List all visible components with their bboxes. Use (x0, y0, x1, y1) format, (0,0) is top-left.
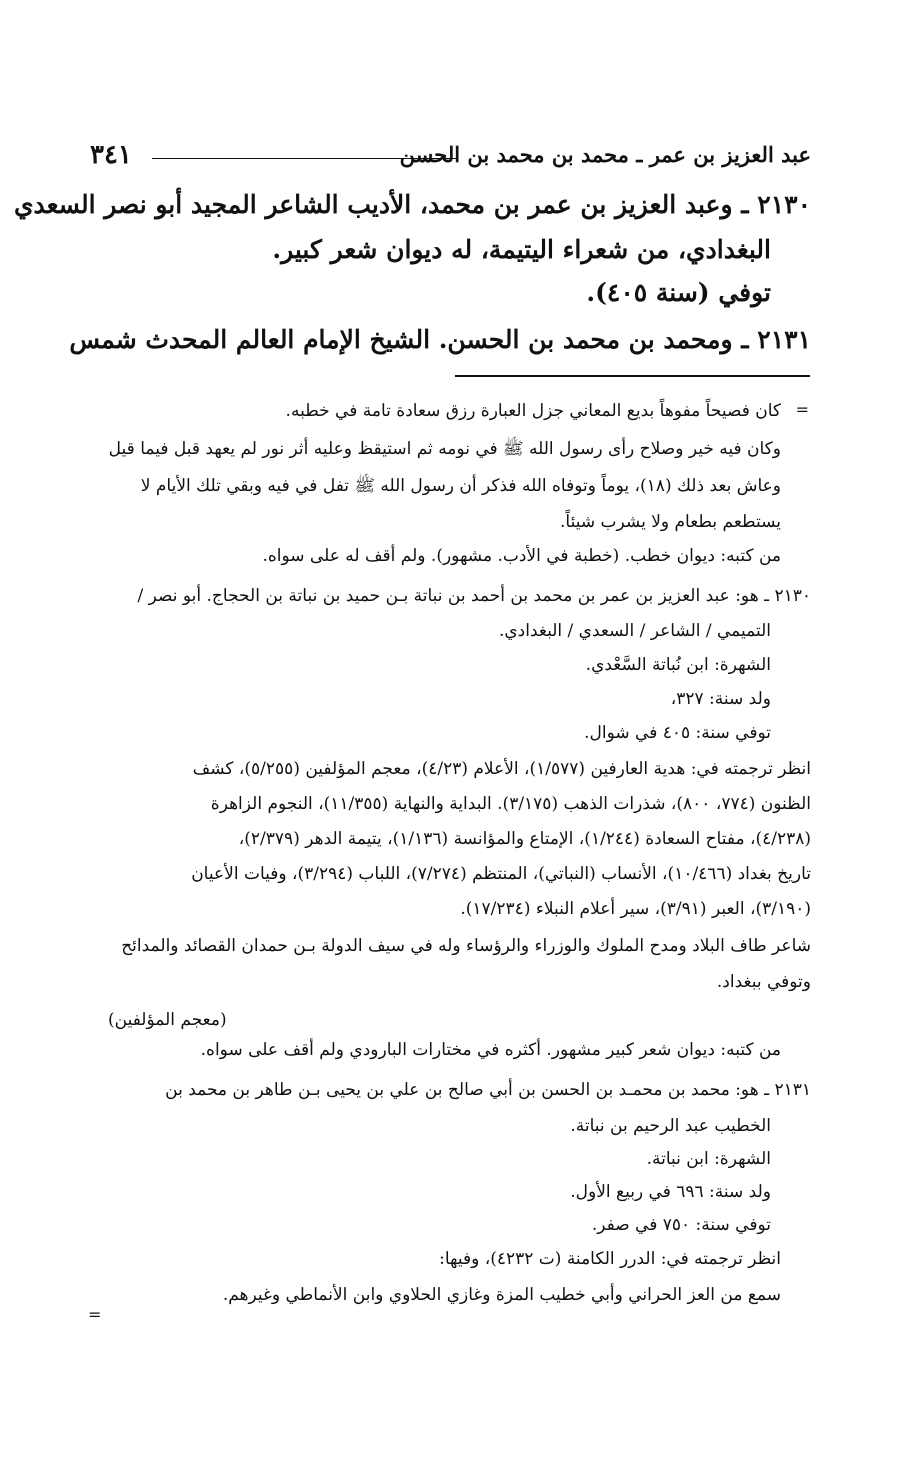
footnote-line: تاريخ بغداد (١٠/٤٦٦)، الأنساب (النباتي)، المنتظم (٧/٢٧٤)، اللباب (٣/٢٩٤)، وفيات الأعيان (191, 864, 811, 884)
entry-2130-line-3: توفي (سنة ٤٠٥). (586, 278, 771, 307)
footnote-line: كان فصيحاً مفوهاً بديع المعاني جزل العبارة رزق سعادة تامة في خطبه. (285, 401, 781, 421)
footnote-separator (455, 375, 810, 377)
header-rule (152, 158, 457, 159)
footnote-line: الشهرة: ابن نُباتة السَّعْدي. (585, 655, 771, 675)
footnote-source: (معجم المؤلفين) (108, 1010, 227, 1030)
footnote-line: وكان فيه خير وصلاح رأى رسول الله ﷺ في نومه ثم استيقظ وعليه أثر نور لم يعهد قبل فيما قيل (108, 439, 781, 459)
footnote-line: انظر ترجمته في: الدرر الكامنة (ت ٤٢٣٢)، وفيها: (439, 1249, 781, 1269)
end-marker: = (88, 1305, 102, 1324)
footnote-line: يستطعم بطعام ولا يشرب شيئاً. (560, 512, 781, 532)
footnote-line: (٣/١٩٠)، العبر (٣/٩١)، سير أعلام النبلاء (١٧/٢٣٤). (460, 899, 811, 919)
entry-2131-line-1: ٢١٣١ ـ ومحمد بن محمد بن الحسن. الشيخ الإمام العالم المحدث شمس (69, 325, 811, 354)
footnote-line: من كتبه: ديوان خطب. (خطبة في الأدب. مشهور). ولم أقف له على سواه. (262, 546, 781, 566)
continuation-marker: = (795, 400, 809, 419)
footnote-line: توفي سنة: ٧٥٠ في صفر. (591, 1215, 771, 1235)
footnote-line: ولد سنة: ٣٢٧، (670, 689, 771, 709)
page-number: ٣٤١ (90, 140, 132, 170)
footnote-line: شاعر طاف البلاد ومدح الملوك والوزراء والرؤساء وله في سيف الدولة بـن حمدان القصائد والمدائح (121, 936, 811, 956)
footnote-line: انظر ترجمته في: هدية العارفين (١/٥٧٧)، الأعلام (٤/٢٣)، معجم المؤلفين (٥/٢٥٥)، كشف (192, 759, 811, 779)
footnote-line: (٤/٢٣٨)، مفتاح السعادة (١/٢٤٤)، الإمتاع والمؤانسة (١/١٣٦)، يتيمة الدهر (٢/٣٧٩)، (238, 829, 811, 849)
footnote-line: الخطيب عبد الرحيم بن نباتة. (570, 1116, 771, 1136)
footnote-line: ولد سنة: ٦٩٦ في ربيع الأول. (570, 1182, 771, 1202)
footnote-line: الظنون (٧٧٤، ٨٠٠)، شذرات الذهب (٣/١٧٥). البداية والنهاية (١١/٣٥٥)، النجوم الزاهرة (210, 794, 811, 814)
footnote-line: التميمي / الشاعر / السعدي / البغدادي. (498, 621, 771, 641)
footnote-line: توفي سنة: ٤٠٥ في شوال. (584, 723, 771, 743)
footnote-line: ٢١٣٠ ـ هو: عبد العزيز بن عمر بن محمد بن أحمد بن نباتة بـن حميد بن نباتة بن الحجاج. أبو نصر / (137, 586, 811, 606)
entry-2130-line-2: البغدادي، من شعراء اليتيمة، له ديوان شعر كبير. (272, 235, 771, 264)
footnote-line: وعاش بعد ذلك (١٨)، يوماً وتوفاه الله فذكر أن رسول الله ﷺ تفل في فيه وبقي تلك الأيام لا (140, 476, 781, 496)
footnote-line: من كتبه: ديوان شعر كبير مشهور. أكثره في مختارات البارودي ولم أقف على سواه. (200, 1040, 781, 1060)
running-title: عبد العزيز بن عمر ـ محمد بن محمد بن الحسن (399, 142, 811, 167)
footnote-line: الشهرة: ابن نباتة. (646, 1149, 771, 1169)
footnote-line: سمع من العز الحراني وأبي خطيب المزة وغازي الحلاوي وابن الأنماطي وغيرهم. (222, 1285, 781, 1305)
footnote-line: وتوفي ببغداد. (716, 972, 811, 992)
footnote-line: ٢١٣١ ـ هو: محمد بن محمـد بن الحسن بن أبي صالح بن علي بن يحيى بـن طاهر بن محمد بن (165, 1080, 811, 1100)
entry-2130-line-1: ٢١٣٠ ـ وعبد العزيز بن عمر بن محمد، الأديب الشاعر المجيد أبو نصر السعدي (13, 190, 811, 219)
